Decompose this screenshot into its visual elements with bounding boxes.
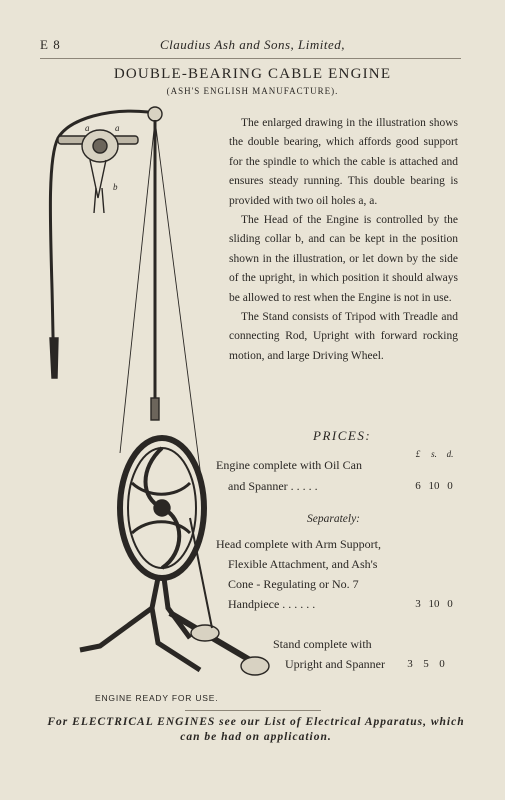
currency-headers: £ s. d. xyxy=(415,449,454,459)
item2-line1: Head complete with Arm Support, xyxy=(216,537,381,551)
separately-label: Separately: xyxy=(307,513,361,525)
item2-line2: Flexible Attachment, and Ash's xyxy=(228,557,378,571)
item2-price: 3 10 0 xyxy=(415,598,453,610)
publisher-header: Claudius Ash and Sons, Limited, xyxy=(159,37,345,52)
label-a-right: a xyxy=(115,123,120,133)
paragraph-head: The Head of the Engine is controlled by the sliding collar b, and can be kept in the position shown in the illustration, or let down by the side of the upright, in which position it should always be allowed to rest when the Engine is not in use. xyxy=(229,214,458,304)
footer-note: For ELECTRICAL ENGINES see our List of Electrical Apparatus, which can be had on application. xyxy=(47,716,465,743)
footer-rule xyxy=(185,710,321,711)
item1-line2: and Spanner . . . . . xyxy=(228,479,318,493)
description-text xyxy=(229,114,458,366)
item3-line2: Upright and Spanner xyxy=(285,657,385,671)
illustration-caption: ENGINE READY FOR USE. xyxy=(95,693,219,703)
label-b: b xyxy=(113,182,118,192)
item2-line4: Handpiece . . . . . . xyxy=(228,597,316,611)
item3-price: 3 5 0 xyxy=(407,658,445,670)
item2-line3: Cone - Regulating or No. 7 xyxy=(228,577,359,591)
item1-price: 6 10 0 xyxy=(415,480,453,492)
item1-line1: Engine complete with Oil Can xyxy=(216,458,362,472)
label-a-left: a xyxy=(85,123,90,133)
header-rule xyxy=(40,58,461,59)
page-title: DOUBLE-BEARING CABLE ENGINE xyxy=(113,66,392,82)
item3-line1: Stand complete with xyxy=(273,637,372,651)
paragraph-bearing: The enlarged drawing in the illustration shows the double bearing, which affords good support for the spindle to which the cable is attached and ensures steady running. This double bearing is provided with two oil holes a, a. xyxy=(229,117,458,207)
page-number: E 8 xyxy=(40,37,61,52)
page-subtitle: (ASH'S ENGLISH MANUFACTURE). xyxy=(166,86,339,96)
prices-heading: PRICES: xyxy=(313,428,372,443)
paragraph-stand: The Stand consists of Tripod with Treadle and connecting Rod, Upright with forward rocking motion, and large Driving Wheel. xyxy=(229,311,458,362)
